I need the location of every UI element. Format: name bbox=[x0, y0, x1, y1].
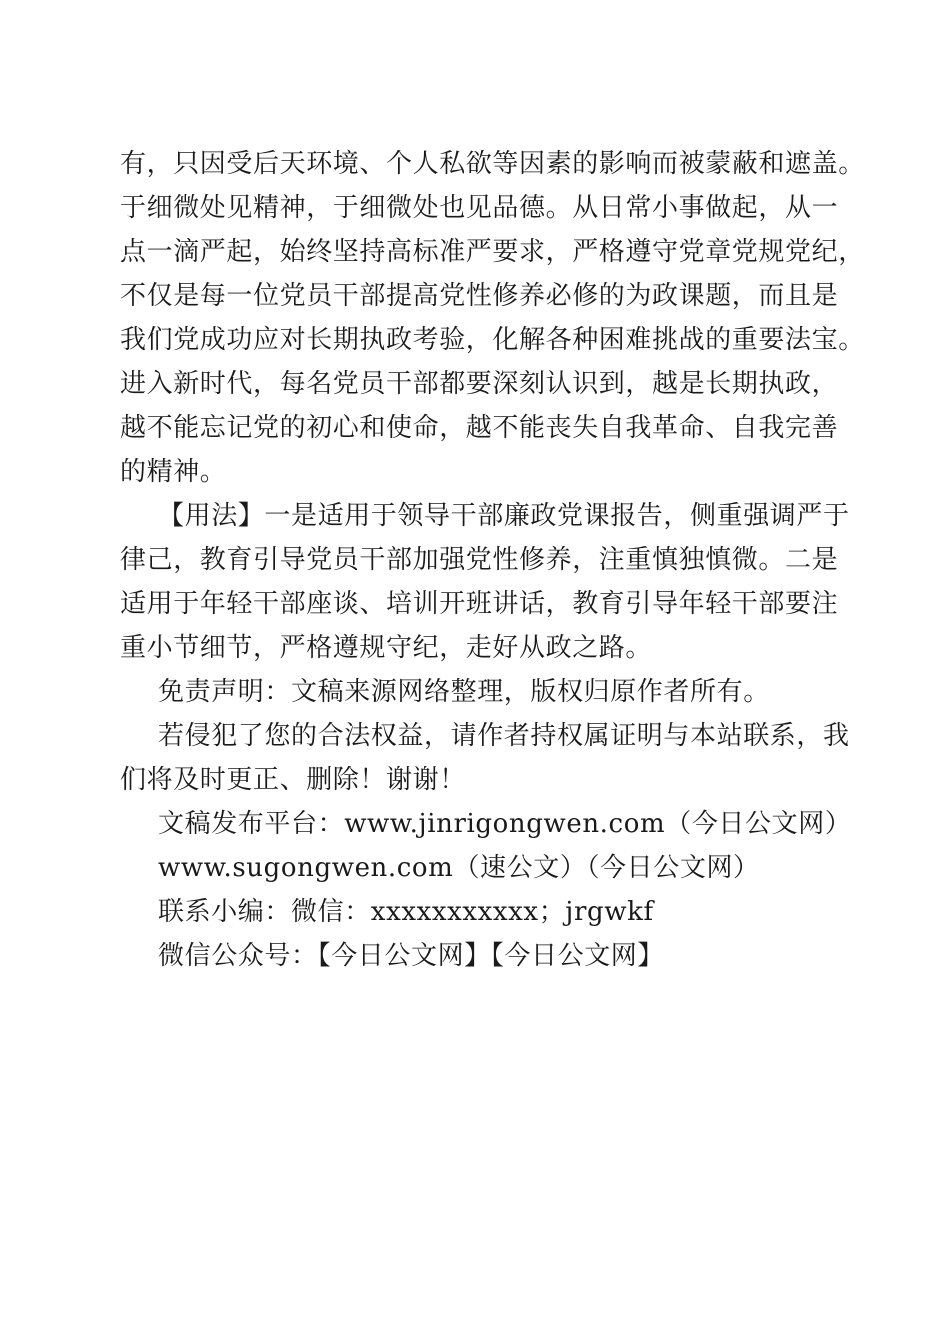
paragraph-line: 越不能忘记党的初心和使命，越不能丧失自我革命、自我完善 bbox=[120, 413, 839, 443]
usage-line: 重小节细节，严格遵规守纪，走好从政之路。 bbox=[120, 633, 653, 663]
disclaimer-line: 免责声明：文稿来源网络整理，版权归原作者所有。 bbox=[158, 677, 770, 707]
usage-paragraph bbox=[120, 494, 850, 670]
publish-info bbox=[120, 802, 852, 978]
contact-editor: 联系小编：微信：xxxxxxxxxxx；jrgwkf bbox=[158, 897, 654, 927]
usage-line: 适用于年轻干部座谈、培训开班讲话，教育引导年轻干部要注 bbox=[120, 589, 839, 619]
disclaimer-section bbox=[120, 670, 850, 802]
usage-line: 【用法】一是适用于领导干部廉政党课报告，侧重强调严于 bbox=[158, 501, 850, 531]
usage-line: 律己，教育引导党员干部加强党性修养，注重慎独慎微。二是 bbox=[120, 545, 839, 575]
wechat-account: 微信公众号：【今日公文网】【今日公文网】 bbox=[158, 941, 665, 971]
publish-platform: 文稿发布平台：www.jinrigongwen.com（今日公文网） bbox=[158, 809, 852, 839]
paragraph-line: 点一滴严起，始终坚持高标准严要求，严格遵守党章党规党纪， bbox=[120, 237, 865, 267]
publish-site: www.sugongwen.com（速公文）（今日公文网） bbox=[158, 853, 760, 883]
infringement-notice: 若侵犯了您的合法权益，请作者持权属证明与本站联系，我 bbox=[158, 721, 850, 751]
paragraph-line: 我们党成功应对长期执政考验，化解各种困难挑战的重要法宝。 bbox=[120, 325, 865, 355]
paragraph-line: 有，只因受后天环境、个人私欲等因素的影响而被蒙蔽和遮盖。 bbox=[120, 149, 865, 179]
paragraph-line: 不仅是每一位党员干部提高党性修养必修的为政课题，而且是 bbox=[120, 281, 839, 311]
body-paragraph bbox=[120, 142, 865, 494]
infringement-notice-continued: 们将及时更正、删除！谢谢！ bbox=[120, 765, 466, 795]
paragraph-line: 的精神。 bbox=[120, 457, 227, 487]
paragraph-line: 进入新时代，每名党员干部都要深刻认识到，越是长期执政， bbox=[120, 369, 839, 399]
document-page bbox=[120, 142, 865, 978]
paragraph-line: 于细微处见精神，于细微处也见品德。从日常小事做起，从一 bbox=[120, 193, 839, 223]
